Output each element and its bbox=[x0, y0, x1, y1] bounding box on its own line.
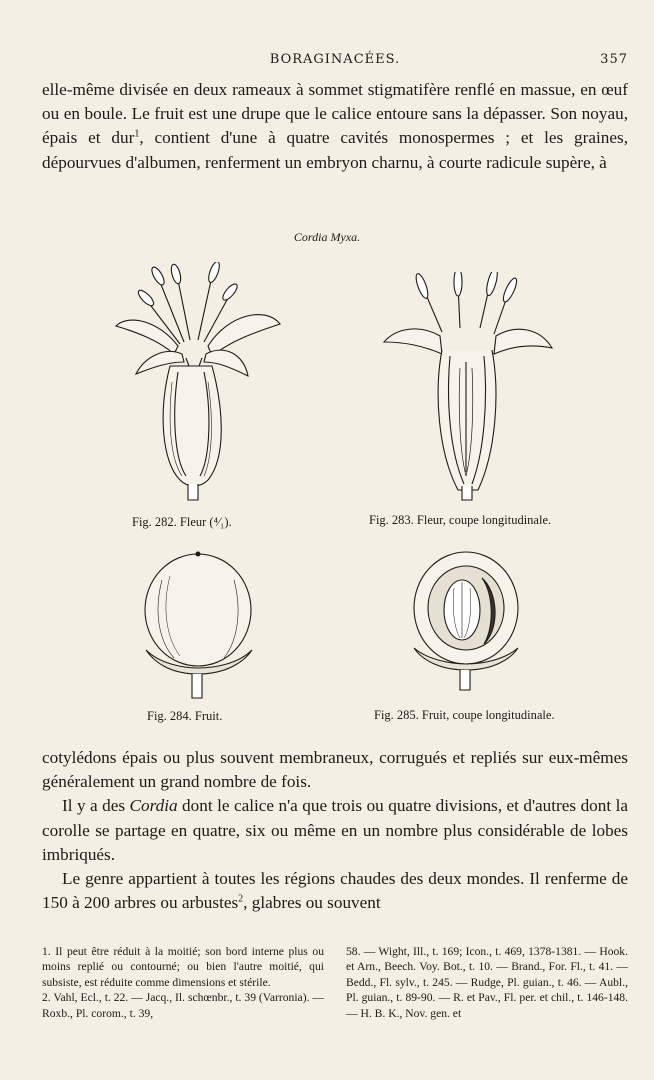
footnote-mark: 2 bbox=[238, 893, 244, 905]
paragraph bbox=[42, 78, 628, 175]
figure-caption: Fig. 284. Fruit. bbox=[147, 709, 223, 723]
plate-caption: Cordia Myxa. bbox=[293, 230, 361, 244]
running-head bbox=[42, 52, 628, 72]
text-run: , contient d'une à quatre cavités monospermes ; et les graines, dépourvues d'albumen, renferment un embryon charnu, à courte radicule supère, à bbox=[42, 128, 628, 172]
flower-longitudinal-section-illustration bbox=[380, 272, 556, 504]
fruit-longitudinal-section-illustration bbox=[408, 548, 524, 694]
footnote-column-right bbox=[346, 944, 628, 1021]
footnote: 2. Vahl, Ecl., t. 22. — Jacq., Il. schœnbr., t. 39 (Varronia). — Roxb., Pl. corom., t. 39, bbox=[42, 991, 324, 1020]
cordia-fruit-illustration bbox=[140, 550, 258, 702]
text-run: , glabres ou souvent bbox=[243, 893, 381, 913]
figure-285 bbox=[408, 548, 524, 694]
cordia-flower-illustration bbox=[108, 262, 288, 507]
figure-caption: Fig. 282. Fleur (⁴⁄₁). bbox=[132, 515, 232, 529]
figure-282 bbox=[108, 262, 288, 507]
body-text-top bbox=[42, 78, 628, 175]
running-title: BORAGINACÉES. bbox=[269, 52, 401, 67]
paragraph bbox=[42, 794, 628, 867]
page-number: 357 bbox=[600, 52, 628, 67]
paragraph: cotylédons épais ou plus souvent membraneux, corrugués et repliés sur eux-mêmes généralement un grand nombre de fois. bbox=[42, 748, 628, 792]
figure-caption: Fig. 285. Fruit, coupe longitudinale. bbox=[374, 708, 555, 722]
footnote: 1. Il peut être réduit à la moitié; son bord interne plus ou moins replié ou contourné; ou bien l'autre moitié, qui subsiste, est réduite comme dimensions et stérile. bbox=[42, 945, 324, 989]
footnotes bbox=[42, 944, 628, 1021]
text-run: Il y a des bbox=[62, 796, 130, 816]
paragraph bbox=[42, 867, 628, 915]
footnote-mark: 1 bbox=[134, 128, 140, 140]
footnote: 58. — Wight, Ill., t. 169; Icon., t. 469, 1378-1381. — Hook. et Arn., Beech. Voy. Bot., t. 10. — Brand., For. Fl., t. 41. — Bedd., Fl. sylv., t. 245. — Rudge, Pl. guian., t. 46. — Aubl., Pl. guian., t. 89-90. — R. et Pav., Fl. per. et chil., t. 146-148. — H. B. K., Nov. gen. et bbox=[346, 945, 628, 1020]
text-run: elle-même divisée en deux rameaux à sommet stigmatifère renflé en massue, en œuf ou en boule. Le fruit est une drupe que le calice entoure sans la dépasser. Son noyau, épais et dur bbox=[42, 80, 628, 148]
figure-283 bbox=[380, 272, 556, 504]
figure-caption: Fig. 283. Fleur, coupe longitudinale. bbox=[369, 513, 552, 527]
text-run: dont le calice n'a que trois ou quatre divisions, et d'autres dont la corolle se partage en quatre, six ou même en un nombre plus considérable de lobes imbriqués. bbox=[42, 796, 628, 864]
genus-name: Cordia bbox=[129, 796, 178, 816]
figure-284 bbox=[140, 550, 258, 702]
text-run: Le genre appartient à toutes les régions chaudes des deux mondes. Il renferme de 150 à 200 arbres ou arbustes bbox=[42, 869, 628, 913]
body-text-bottom bbox=[42, 746, 628, 915]
footnote-column-left bbox=[42, 944, 324, 1021]
